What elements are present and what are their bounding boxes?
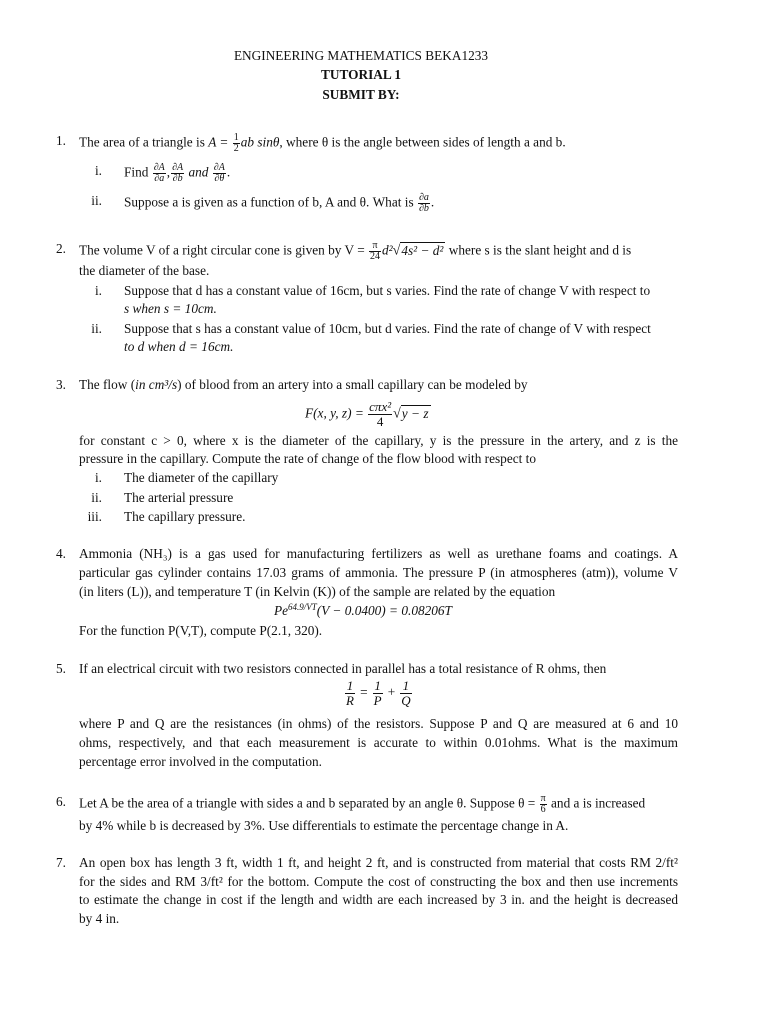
q2-ii-line2: to d when d = 16cm. xyxy=(124,339,234,354)
q2-text: The volume V of a right circular cone is given by V = $\frac{\pi}{24}$ d²√4s² − d² where s is the slant height and d is xyxy=(79,240,632,262)
q7-line4: by 4 in. xyxy=(79,911,120,926)
q3-item3-number: iii. xyxy=(87,509,102,524)
q3-item2-number: ii. xyxy=(91,490,102,505)
tutorial-title: TUTORIAL 1 xyxy=(321,67,401,82)
course-title: ENGINEERING MATHEMATICS BEKA1233 xyxy=(233,48,489,63)
q5-line2: where P and Q are the resistances (in ohms) of the resistors. Suppose P and Q are measured at 6 and 10 xyxy=(79,716,678,731)
q2-i-line1: Suppose that d has a constant value of 16cm, but s varies. Find the rate of change V with respect to xyxy=(124,283,651,298)
q2-number: 2. xyxy=(56,241,66,256)
q6-number: 6. xyxy=(56,794,66,809)
q1-text: The area of a triangle is A = $\frac{1}{2}$ ab sinθ, where θ is the angle between sides of length a and b. xyxy=(79,132,566,154)
q3-line1: The flow (in cm³/s) of blood from an artery into a small capillary can be modeled by xyxy=(79,377,528,392)
q2-ii-line1: Suppose that s has a constant value of 10cm, but d varies. Find the rate of change of V with respect xyxy=(124,321,651,336)
q1-i-text: Find $\frac{\partial A}{\partial a}$ , $\frac{\partial A}{\partial b}$ and $\frac{\partial A}{\partial\theta}$ . xyxy=(124,162,231,184)
submit-by-label: SUBMIT BY: xyxy=(322,87,400,102)
q3-item1-text: The diameter of the capillary xyxy=(124,470,279,485)
q7-line2: for the sides and RM 3/ft² for the bottom. Compute the cost of constructing the box and then use increments xyxy=(79,874,678,889)
q4-equation: $Pe^{64.9/VT}(V - 0.0400) = 0.08206T$ xyxy=(274,602,452,618)
q6-line1: Let A be the area of a triangle with sides a and b separated by an angle θ. Suppose θ = $\frac{\pi}{6}$ and a is increased xyxy=(79,793,646,815)
q1-ii-number: ii. xyxy=(91,193,102,208)
q5-line3: ohms, respectively, and that each measurement is accurate to within 0.01ohms. What is the maximum xyxy=(79,735,678,750)
q7-line3: to estimate the change in cost if the length and width are each increased by 3 in. and the height is decreased xyxy=(79,892,678,907)
q5-line4: percentage error involved in the computation. xyxy=(79,754,322,769)
q3-number: 3. xyxy=(56,377,66,392)
q6-line2: by 4% while b is decreased by 3%. Use differentials to estimate the percentage change in A. xyxy=(79,818,569,833)
q5-equation: $\frac{1}{R}$ = $\frac{1}{P}$ + $\frac{1}{Q}$ xyxy=(346,678,411,708)
q3-item3-text: The capillary pressure. xyxy=(124,509,246,524)
q4-line1: Ammonia (NH₃) is a gas used for manufacturing fertilizers as well as urethane foams and coatings. A xyxy=(79,546,678,561)
q2-i-number: i. xyxy=(94,283,102,298)
q3-line3: pressure in the capillary. Compute the rate of change of the flow blood with respect to xyxy=(79,451,536,466)
q4-number: 4. xyxy=(56,546,66,561)
q7-number: 7. xyxy=(56,855,66,870)
q3-line2: for constant c > 0, where x is the diameter of the capillary, y is the pressure in the artery, and z is the xyxy=(79,433,678,448)
q2-ii-number: ii. xyxy=(91,321,102,336)
q5-number: 5. xyxy=(56,661,66,676)
q2-i-line2: s when s = 10cm. xyxy=(124,301,217,316)
q4-line4: For the function P(V,T), compute P(2.1, 320). xyxy=(79,623,323,638)
q2-text-line2: the diameter of the base. xyxy=(79,263,210,278)
q3-formula: F(x, y, z) = $\frac{\text{cπx²}}{4}$ √y − z xyxy=(305,399,429,429)
q5-line1: If an electrical circuit with two resistors connected in parallel has a total resistance of R ohms, then xyxy=(79,661,607,676)
q4-line3: (in liters (L)), and temperature T (in Kelvin (K)) of the sample are related by the equation xyxy=(79,584,556,599)
q1-ii-text: Suppose a is given as a function of b, A and θ. What is $\frac{\partial a}{\partial b}$ . xyxy=(124,192,435,214)
q7-line1: An open box has length 3 ft, width 1 ft, and height 2 ft, and is constructed from material that costs RM 2/ft² xyxy=(79,855,678,870)
q3-item1-number: i. xyxy=(94,470,102,485)
q1-number: 1. xyxy=(56,133,66,148)
q4-line2: particular gas cylinder contains 17.03 grams of ammonia. The pressure P (in atmospheres (atm)), volume V xyxy=(79,565,678,580)
q3-item2-text: The arterial pressure xyxy=(124,490,234,505)
q1-i-number: i. xyxy=(94,163,102,178)
